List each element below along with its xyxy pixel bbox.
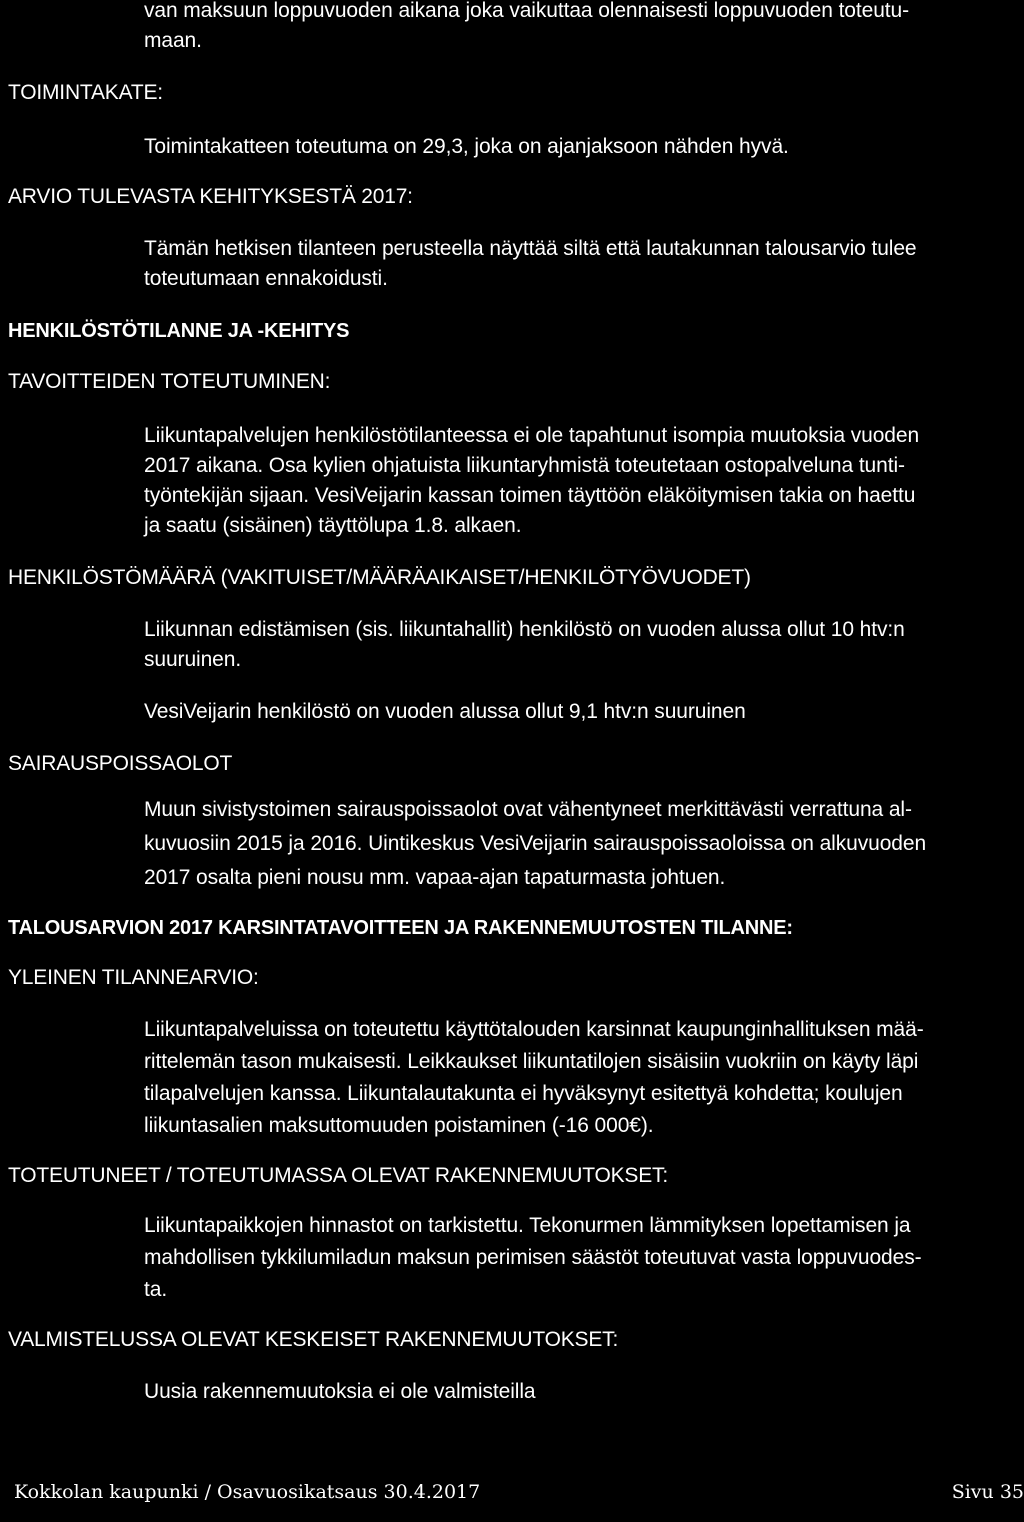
intro-line-2: maan. [144, 29, 202, 52]
henkilostomaara-line-1: Liikunnan edistämisen (sis. liikuntahallit) henkilöstö on vuoden alussa ollut 10 htv:n [144, 618, 905, 641]
toteutuneet-line-3: ta. [144, 1278, 168, 1301]
footer-document-title: Kokkolan kaupunki / Osavuosikatsaus 30.4.2017 [14, 1481, 481, 1503]
yleinen-line-1: Liikuntapalveluissa on toteutettu käyttötalouden karsinnat kaupunginhallituksen mää- [144, 1018, 924, 1041]
tavoitteiden-line-1: Liikuntapalvelujen henkilöstötilanteessa ei ole tapahtunut isompia muutoksia vuoden [144, 424, 920, 447]
arvio-line-1: Tämän hetkisen tilanteen perusteella näyttää siltä että lautakunnan talousarvio tulee [144, 237, 917, 260]
tavoitteiden-line-4: ja saatu (sisäinen) täyttölupa 1.8. alkaen. [144, 514, 522, 537]
toimintakate-line-1: Toimintakatteen toteutuma on 29,3, joka on ajanjaksoon nähden hyvä. [144, 135, 789, 158]
toteutuneet-line-1: Liikuntapaikkojen hinnastot on tarkistettu. Tekonurmen lämmityksen lopettamisen ja [144, 1214, 911, 1237]
heading-yleinen: YLEINEN TILANNEARVIO: [8, 966, 259, 989]
heading-henkilostomaara: HENKILÖSTÖMÄÄRÄ (VAKITUISET/MÄÄRÄAIKAISET/HENKILÖTYÖVUODET) [8, 566, 751, 589]
toteutuneet-line-2: mahdollisen tykkilumiladun maksun perimisen säästöt toteutuvat vasta loppuvuodes- [144, 1246, 922, 1269]
footer-page-number: Sivu 35 [951, 1481, 1024, 1503]
tavoitteiden-line-2: 2017 aikana. Osa kylien ohjatuista liikuntaryhmistä toteutetaan ostopalveluna tunti- [144, 454, 905, 477]
heading-tavoitteiden: TAVOITTEIDEN TOTEUTUMINEN: [8, 370, 331, 393]
heading-toteutuneet: TOTEUTUNEET / TOTEUTUMASSA OLEVAT RAKENNEMUUTOKSET: [8, 1164, 668, 1187]
heading-sairauspoissaolot: SAIRAUSPOISSAOLOT [8, 752, 233, 775]
tavoitteiden-line-3: työntekijän sijaan. VesiVeijarin kassan toimen täyttöön eläköitymisen takia on haettu [144, 484, 916, 507]
sairauspoissaolot-line-1: Muun sivistystoimen sairauspoissaolot ovat vähentyneet merkittävästi verrattuna al- [144, 798, 912, 821]
heading-valmistelussa: VALMISTELUSSA OLEVAT KESKEISET RAKENNEMUUTOKSET: [8, 1328, 619, 1351]
yleinen-line-3: tilapalvelujen kanssa. Liikuntalautakunta ei hyväksynyt esitettyä kohdetta; koulujen [144, 1082, 903, 1105]
sairauspoissaolot-line-3: 2017 osalta pieni nousu mm. vapaa-ajan tapaturmasta johtuen. [144, 866, 726, 889]
section-heading-talousarvio: TALOUSARVION 2017 KARSINTATAVOITTEEN JA RAKENNEMUUTOSTEN TILANNE: [8, 917, 793, 939]
section-heading-henkilosto: HENKILÖSTÖTILANNE JA -KEHITYS [8, 320, 350, 342]
intro-line-1: van maksuun loppuvuoden aikana joka vaikuttaa olennaisesti loppuvuoden toteutu- [144, 0, 909, 22]
valmistelussa-line-1: Uusia rakennemuutoksia ei ole valmisteilla [144, 1380, 536, 1403]
henkilostomaara-line-3: VesiVeijarin henkilöstö on vuoden alussa ollut 9,1 htv:n suuruinen [144, 700, 746, 723]
arvio-line-2: toteutumaan ennakoidusti. [144, 267, 388, 290]
yleinen-line-2: rittelemän tason mukaisesti. Leikkaukset liikuntatilojen sisäisiin vuokriin on käyty läpi [144, 1050, 919, 1073]
henkilostomaara-line-2: suuruinen. [144, 648, 242, 671]
yleinen-line-4: liikuntasalien maksuttomuuden poistaminen (-16 000€). [144, 1114, 654, 1137]
heading-toimintakate: TOIMINTAKATE: [8, 81, 163, 104]
heading-arvio: ARVIO TULEVASTA KEHITYKSESTÄ 2017: [8, 185, 413, 208]
sairauspoissaolot-line-2: kuvuosiin 2015 ja 2016. Uintikeskus VesiVeijarin sairauspoissaoloissa on alkuvuoden [144, 832, 927, 855]
